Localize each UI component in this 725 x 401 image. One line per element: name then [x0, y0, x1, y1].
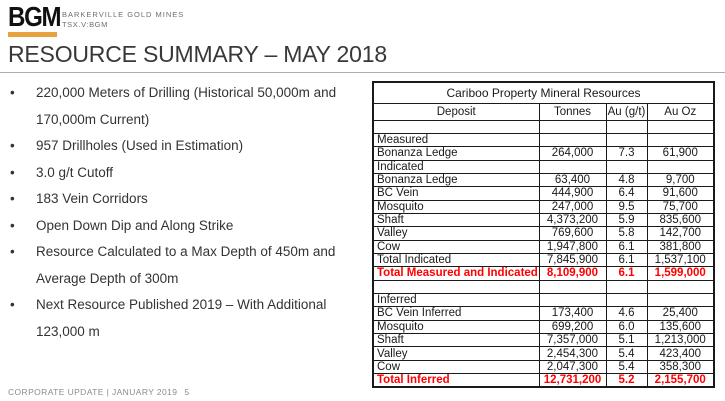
cell-oz [647, 120, 714, 133]
cell-grade [606, 293, 647, 306]
table-row [373, 293, 714, 306]
cell-grade: 5.4 [606, 347, 647, 360]
table-row [373, 334, 714, 347]
cell-tonnes: 12,731,200 [539, 374, 606, 388]
cell-grade: 4.8 [606, 173, 647, 186]
footer [8, 387, 190, 397]
table-row [373, 200, 714, 213]
cell-oz [647, 160, 714, 173]
table-row [373, 347, 714, 360]
cell-tonnes: 7,357,000 [539, 334, 606, 347]
cell-grade [606, 133, 647, 146]
cell-deposit: BC Vein [373, 187, 539, 200]
resource-table [372, 81, 715, 388]
title-separator [0, 72, 725, 73]
cell-tonnes [539, 160, 606, 173]
bullet-item: • Next Resource Published 2019 – With Additional 123,000 m [8, 292, 364, 345]
cell-oz [647, 293, 714, 306]
cell-grade: 5.8 [606, 227, 647, 240]
cell-tonnes: 699,200 [539, 320, 606, 333]
company-name: BARKERVILLE GOLD MINES [62, 10, 185, 19]
table-row [373, 213, 714, 226]
table-row [373, 187, 714, 200]
cell-tonnes: 8,109,900 [539, 267, 606, 280]
cell-oz: 91,600 [647, 187, 714, 200]
bullet-item: • Open Down Dip and Along Strike [8, 213, 364, 240]
cell-deposit: Inferred [373, 293, 539, 306]
cell-grade: 7.3 [606, 147, 647, 160]
cell-tonnes [539, 293, 606, 306]
cell-oz: 61,900 [647, 147, 714, 160]
table-row [373, 320, 714, 333]
cell-oz: 1,213,000 [647, 334, 714, 347]
cell-oz [647, 280, 714, 293]
table-row [373, 120, 714, 133]
cell-grade: 4.6 [606, 307, 647, 320]
cell-grade [606, 160, 647, 173]
table-title: Cariboo Property Mineral Resources [373, 82, 714, 103]
cell-tonnes: 63,400 [539, 173, 606, 186]
cell-oz: 142,700 [647, 227, 714, 240]
cell-deposit [373, 280, 539, 293]
cell-deposit: Shaft [373, 334, 539, 347]
cell-oz: 1,599,000 [647, 267, 714, 280]
footer-text: CORPORATE UPDATE | JANUARY 2019 [8, 387, 178, 397]
cell-grade: 5.1 [606, 334, 647, 347]
bullet-list [8, 80, 364, 345]
resource-table-body [373, 120, 714, 387]
cell-oz: 358,300 [647, 360, 714, 373]
cell-oz: 1,537,100 [647, 253, 714, 266]
cell-deposit: Shaft [373, 213, 539, 226]
table-row [373, 360, 714, 373]
col-header-deposit: Deposit [373, 103, 539, 120]
cell-oz: 75,700 [647, 200, 714, 213]
cell-tonnes: 2,454,300 [539, 347, 606, 360]
cell-tonnes: 7,845,900 [539, 253, 606, 266]
cell-tonnes: 264,000 [539, 147, 606, 160]
footer-page-number: 5 [184, 387, 190, 397]
cell-deposit: Total Measured and Indicated [373, 267, 539, 280]
cell-grade: 6.0 [606, 320, 647, 333]
cell-deposit: Indicated [373, 160, 539, 173]
cell-tonnes: 769,600 [539, 227, 606, 240]
cell-grade: 5.4 [606, 360, 647, 373]
ticker-symbol: TSX.V:BGM [62, 20, 108, 29]
table-row [373, 227, 714, 240]
logo-text: BGM [8, 1, 61, 32]
col-header-grade: Au (g/t) [606, 103, 647, 120]
cell-deposit: Bonanza Ledge [373, 147, 539, 160]
table-title-row [373, 82, 714, 103]
table-row [373, 253, 714, 266]
cell-grade: 5.9 [606, 213, 647, 226]
cell-deposit: Total Indicated [373, 253, 539, 266]
cell-grade: 6.1 [606, 267, 647, 280]
cell-tonnes: 247,000 [539, 200, 606, 213]
table-row [373, 307, 714, 320]
cell-grade: 6.1 [606, 253, 647, 266]
bullet-item: • 183 Vein Corridors [8, 186, 364, 213]
table-row [373, 160, 714, 173]
bullet-item: • 3.0 g/t Cutoff [8, 160, 364, 187]
cell-grade: 9.5 [606, 200, 647, 213]
company-logo [8, 3, 69, 37]
cell-deposit: Valley [373, 227, 539, 240]
table-row [373, 173, 714, 186]
cell-oz: 25,400 [647, 307, 714, 320]
logo-accent-bar [8, 32, 57, 37]
bullet-item: • Resource Calculated to a Max Depth of 450m and Average Depth of 300m [8, 239, 364, 292]
table-row [373, 133, 714, 146]
cell-deposit: Bonanza Ledge [373, 173, 539, 186]
cell-oz: 835,600 [647, 213, 714, 226]
col-header-tonnes: Tonnes [539, 103, 606, 120]
company-info [62, 10, 184, 29]
cell-deposit: Mosquito [373, 200, 539, 213]
bullet-item: • 220,000 Meters of Drilling (Historical 50,000m and 170,000m Current) [8, 80, 364, 133]
cell-oz: 423,400 [647, 347, 714, 360]
table-row [373, 147, 714, 160]
cell-deposit: Total Inferred [373, 374, 539, 388]
cell-tonnes: 2,047,300 [539, 360, 606, 373]
cell-tonnes [539, 280, 606, 293]
table-row [373, 240, 714, 253]
cell-tonnes: 4,373,200 [539, 213, 606, 226]
table-row [373, 267, 714, 280]
cell-deposit: Valley [373, 347, 539, 360]
cell-tonnes [539, 133, 606, 146]
cell-oz: 9,700 [647, 173, 714, 186]
bullet-item: • 957 Drillholes (Used in Estimation) [8, 133, 364, 160]
cell-oz: 381,800 [647, 240, 714, 253]
col-header-oz: Au Oz [647, 103, 714, 120]
cell-deposit: BC Vein Inferred [373, 307, 539, 320]
cell-tonnes: 173,400 [539, 307, 606, 320]
table-header-row [373, 103, 714, 120]
cell-oz: 2,155,700 [647, 374, 714, 388]
cell-oz: 135,600 [647, 320, 714, 333]
table-row [373, 280, 714, 293]
cell-oz [647, 133, 714, 146]
cell-deposit: Mosquito [373, 320, 539, 333]
cell-deposit [373, 120, 539, 133]
page-title: RESOURCE SUMMARY – MAY 2018 [8, 41, 387, 67]
cell-grade [606, 120, 647, 133]
table-row [373, 374, 714, 388]
cell-tonnes: 444,900 [539, 187, 606, 200]
cell-grade: 6.1 [606, 240, 647, 253]
cell-tonnes: 1,947,800 [539, 240, 606, 253]
cell-deposit: Measured [373, 133, 539, 146]
cell-deposit: Cow [373, 360, 539, 373]
cell-grade: 5.2 [606, 374, 647, 388]
cell-grade: 6.4 [606, 187, 647, 200]
cell-grade [606, 280, 647, 293]
cell-deposit: Cow [373, 240, 539, 253]
cell-tonnes [539, 120, 606, 133]
